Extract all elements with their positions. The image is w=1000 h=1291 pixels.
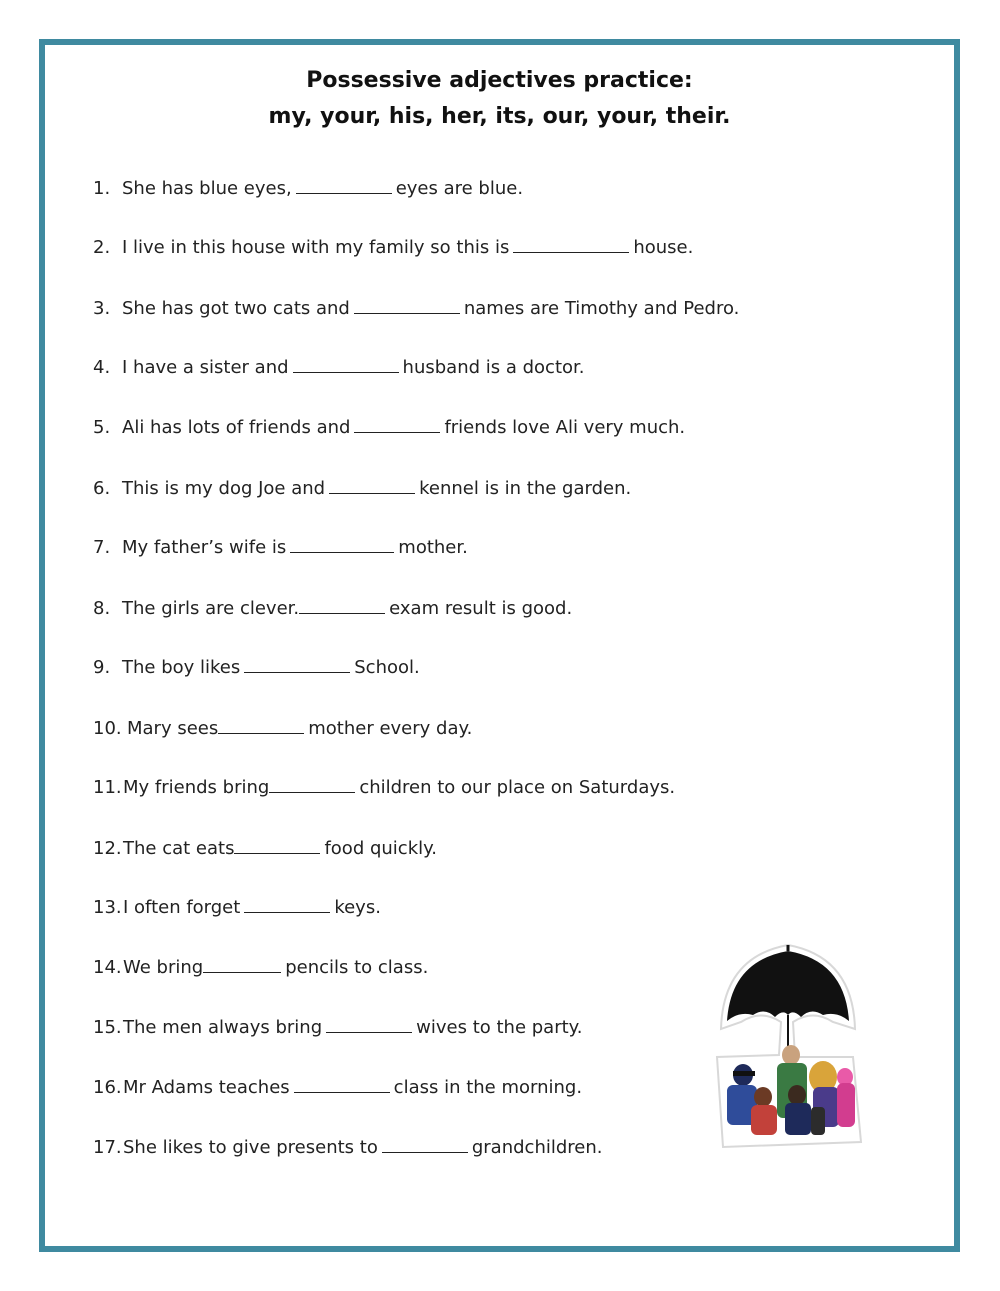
item-text-before: I live in this house with my family so this is bbox=[122, 237, 510, 258]
item-text-before: Mary sees bbox=[127, 718, 219, 739]
item-text-after: mother. bbox=[398, 537, 468, 558]
exercise-item bbox=[93, 955, 428, 979]
exercise-item bbox=[93, 235, 693, 259]
item-text-after: house. bbox=[633, 237, 694, 258]
umbrella-canopy-icon bbox=[727, 951, 849, 1021]
item-text-before: The girls are clever. bbox=[122, 598, 300, 619]
item-text-after: pencils to class. bbox=[285, 957, 429, 978]
item-number: 1. bbox=[93, 178, 111, 199]
exercise-item bbox=[93, 296, 739, 320]
item-text-before: Mr Adams teaches bbox=[123, 1077, 290, 1098]
item-number: 16. bbox=[93, 1077, 122, 1098]
exercise-item bbox=[93, 415, 685, 439]
item-number: 3. bbox=[93, 298, 111, 319]
item-text-after: mother every day. bbox=[308, 718, 473, 739]
item-number: 7. bbox=[93, 537, 111, 558]
item-text-after: grandchildren. bbox=[471, 1137, 603, 1158]
item-text-before: I have a sister and bbox=[122, 357, 289, 378]
item-number: 12. bbox=[93, 838, 122, 859]
item-text-before: Ali has lots of friends and bbox=[122, 417, 351, 438]
exercise-item bbox=[93, 775, 675, 799]
answer-blank[interactable] bbox=[290, 535, 394, 553]
item-number: 17. bbox=[93, 1137, 122, 1158]
item-text-before: My friends bring bbox=[123, 777, 270, 798]
item-number: 14. bbox=[93, 957, 122, 978]
item-text-after: wives to the party. bbox=[416, 1017, 583, 1038]
answer-blank[interactable] bbox=[326, 1015, 412, 1033]
item-text-after: keys. bbox=[334, 897, 381, 918]
exercise-item bbox=[93, 655, 420, 679]
answer-blank[interactable] bbox=[296, 176, 392, 194]
exercise-item bbox=[93, 476, 631, 500]
item-text-before: We bring bbox=[123, 957, 204, 978]
item-text-after: class in the morning. bbox=[393, 1077, 583, 1098]
exercise-item bbox=[93, 1075, 582, 1099]
worksheet-frame bbox=[39, 39, 960, 1252]
exercise-item bbox=[93, 596, 572, 620]
item-number: 2. bbox=[93, 237, 111, 258]
item-text-before: The cat eats bbox=[123, 838, 235, 859]
item-number: 13. bbox=[93, 897, 122, 918]
answer-blank[interactable] bbox=[203, 955, 281, 973]
answer-blank[interactable] bbox=[269, 775, 355, 793]
title-line-2: my, your, his, her, its, our, your, their. bbox=[268, 104, 731, 129]
item-text-after: friends love Ali very much. bbox=[444, 417, 686, 438]
answer-blank[interactable] bbox=[234, 836, 320, 854]
item-text-after: exam result is good. bbox=[389, 598, 573, 619]
item-number: 9. bbox=[93, 657, 111, 678]
item-text-before: This is my dog Joe and bbox=[122, 478, 326, 499]
item-text-before: I often forget bbox=[123, 897, 241, 918]
item-text-after: husband is a doctor. bbox=[402, 357, 585, 378]
answer-blank[interactable] bbox=[354, 415, 440, 433]
item-number: 6. bbox=[93, 478, 111, 499]
exercise-item bbox=[93, 176, 523, 200]
item-text-before: She has blue eyes, bbox=[122, 178, 292, 199]
item-text-before: She has got two cats and bbox=[122, 298, 350, 319]
answer-blank[interactable] bbox=[329, 476, 415, 494]
item-number: 15. bbox=[93, 1017, 122, 1038]
item-text-after: School. bbox=[354, 657, 420, 678]
exercise-item bbox=[93, 836, 437, 860]
item-number: 11. bbox=[93, 777, 122, 798]
exercise-item bbox=[93, 1015, 582, 1039]
item-text-after: eyes are blue. bbox=[395, 178, 524, 199]
answer-blank[interactable] bbox=[244, 655, 350, 673]
answer-blank[interactable] bbox=[299, 596, 385, 614]
item-text-before: The boy likes bbox=[122, 657, 241, 678]
answer-blank[interactable] bbox=[294, 1075, 390, 1093]
item-number: 8. bbox=[93, 598, 111, 619]
exercise-item bbox=[93, 1135, 603, 1159]
item-number: 4. bbox=[93, 357, 111, 378]
exercise-item bbox=[93, 895, 381, 919]
item-text-after: kennel is in the garden. bbox=[419, 478, 632, 499]
answer-blank[interactable] bbox=[244, 895, 330, 913]
answer-blank[interactable] bbox=[382, 1135, 468, 1153]
exercise-item bbox=[93, 355, 584, 379]
answer-blank[interactable] bbox=[354, 296, 460, 314]
item-number: 10. bbox=[93, 718, 122, 739]
item-text-before: The men always bring bbox=[123, 1017, 323, 1038]
item-text-after: names are Timothy and Pedro. bbox=[463, 298, 740, 319]
title-line-1: Possessive adjectives practice: bbox=[306, 68, 693, 93]
umbrella-family-icon bbox=[713, 937, 863, 1152]
item-text-before: My father’s wife is bbox=[122, 537, 287, 558]
answer-blank[interactable] bbox=[293, 355, 399, 373]
exercise-item bbox=[93, 716, 472, 740]
item-text-before: She likes to give presents to bbox=[123, 1137, 378, 1158]
answer-blank[interactable] bbox=[218, 716, 304, 734]
item-number: 5. bbox=[93, 417, 111, 438]
item-text-after: food quickly. bbox=[324, 838, 437, 859]
answer-blank[interactable] bbox=[513, 235, 629, 253]
exercise-item bbox=[93, 535, 468, 559]
item-text-after: children to our place on Saturdays. bbox=[359, 777, 676, 798]
